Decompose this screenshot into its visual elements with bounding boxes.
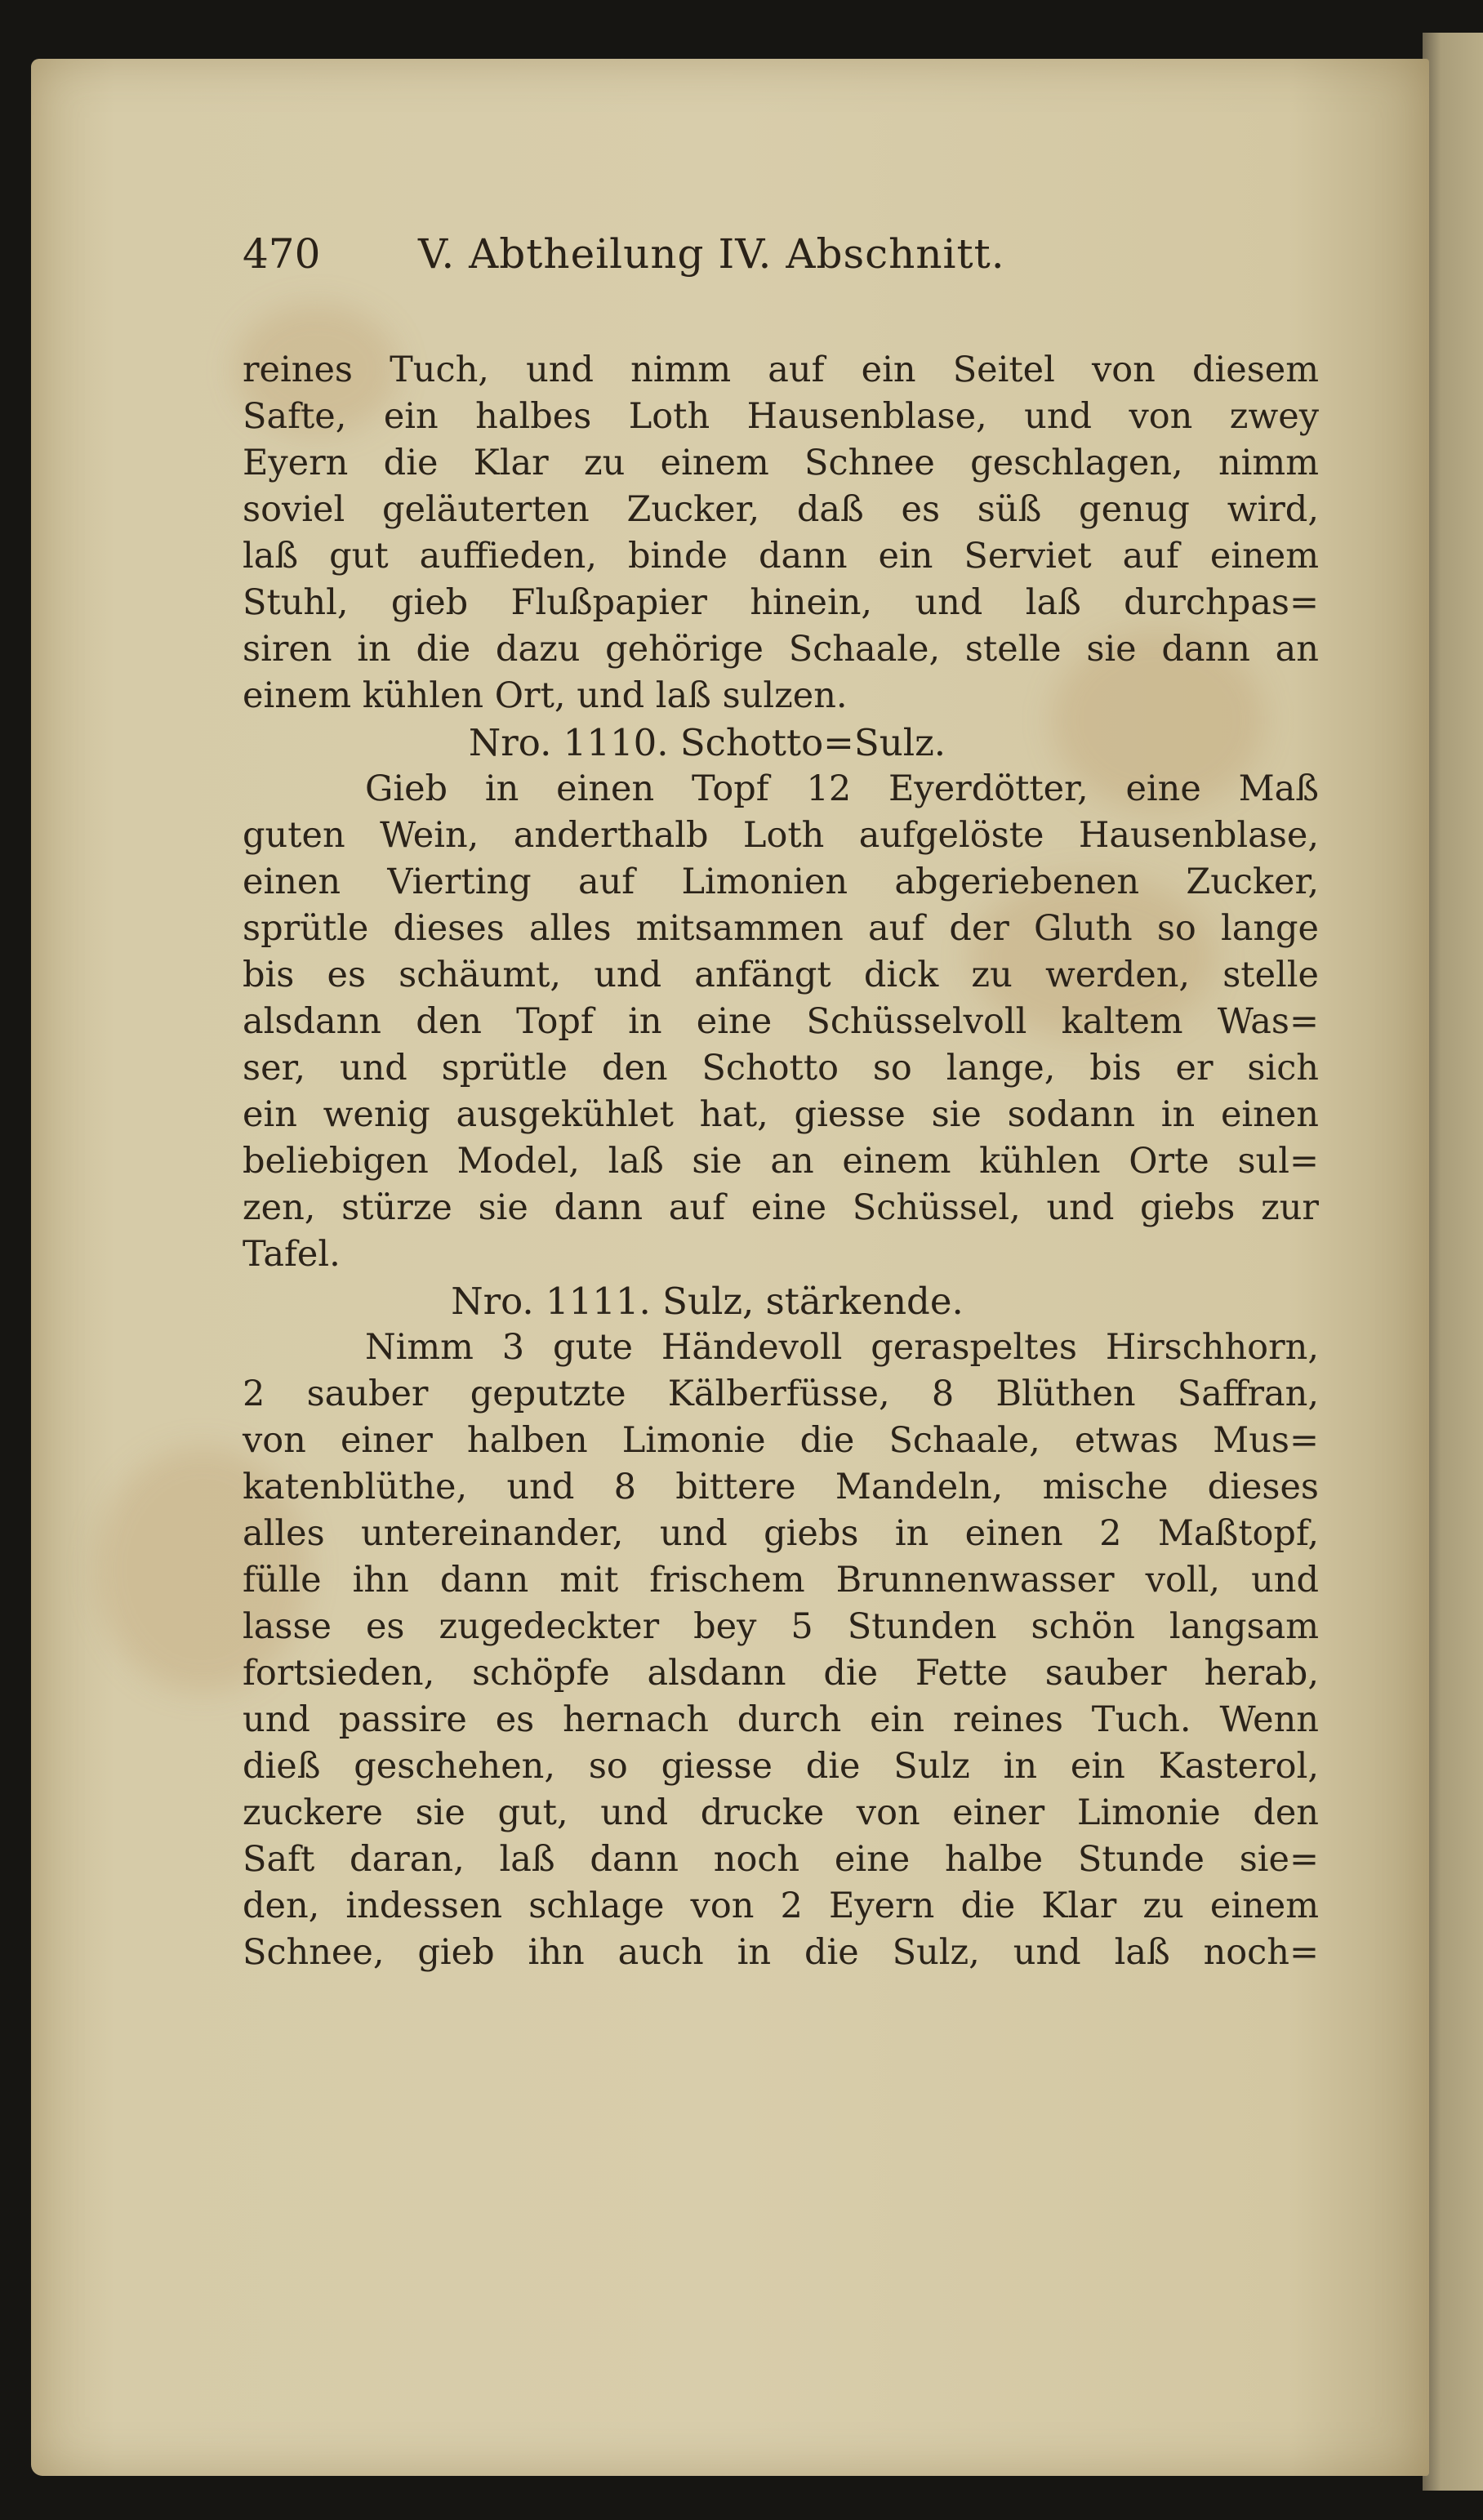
page-body (243, 347, 1319, 1976)
text-line: Schnee, gieb ihn auch in die Sulz, und laß noch= (243, 1932, 1319, 1973)
text-line: Tafel. (243, 1234, 341, 1275)
recipe-heading: Nro. 1110. Schotto=Sulz. (468, 721, 946, 764)
text-line: von einer halben Limonie die Schaale, etwas Mus= (243, 1420, 1319, 1461)
text-line: guten Wein, anderthalb Loth aufgelöste Hausenblase, (243, 815, 1319, 856)
text-line: fülle ihn dann mit frischem Brunnenwasser voll, und (243, 1560, 1319, 1601)
running-header (243, 230, 1141, 287)
text-line: und passire es hernach durch ein reines Tuch. Wenn (243, 1699, 1319, 1740)
text-line: Safte, ein halbes Loth Hausenblase, und von zwey (243, 396, 1319, 437)
text-line: siren in die dazu gehörige Schaale, stelle sie dann an (243, 629, 1319, 670)
text-line: bis es schäumt, und anfängt dick zu werden, stelle (243, 955, 1319, 995)
text-line: alsdann den Topf in eine Schüsselvoll kaltem Was= (243, 1001, 1319, 1042)
page-number: 470 (243, 230, 321, 278)
text-line: Saft daran, laß dann noch eine halbe Stunde sie= (243, 1839, 1319, 1880)
adjacent-page-edge (1423, 33, 1483, 2491)
text-line: Gieb in einen Topf 12 Eyerdötter, eine Maß (365, 768, 1319, 809)
text-line: dieß geschehen, so giesse die Sulz in ein Kasterol, (243, 1746, 1319, 1787)
text-line: 2 sauber geputzte Kälberfüsse, 8 Blüthen Saffran, (243, 1374, 1319, 1414)
text-line: den, indessen schlage von 2 Eyern die Klar zu einem (243, 1886, 1319, 1926)
text-line: Eyern die Klar zu einem Schnee geschlagen, nimm (243, 443, 1319, 483)
text-line: lasse es zugedeckter bey 5 Stunden schön langsam (243, 1606, 1319, 1647)
text-line: einen Vierting auf Limonien abgeriebenen Zucker, (243, 862, 1319, 902)
recipe-heading: Nro. 1111. Sulz, stärkende. (451, 1280, 964, 1323)
running-title: V. Abtheilung IV. Abschnitt. (418, 230, 1005, 278)
text-line: alles untereinander, und giebs in einen 2 Maßtopf, (243, 1513, 1319, 1554)
text-line: fortsieden, schöpfe alsdann die Fette sauber herab, (243, 1653, 1319, 1694)
text-line: katenblüthe, und 8 bittere Mandeln, mische dieses (243, 1467, 1319, 1507)
text-line: reines Tuch, und nimm auf ein Seitel von diesem (243, 350, 1319, 390)
text-line: sprütle dieses alles mitsammen auf der Gluth so lange (243, 908, 1319, 949)
text-line: laß gut auffieden, binde dann ein Serviet auf einem (243, 536, 1319, 577)
text-line: ser, und sprütle den Schotto so lange, bis er sich (243, 1048, 1319, 1089)
text-line: Stuhl, gieb Flußpapier hinein, und laß durchpas= (243, 582, 1319, 623)
text-line: zen, stürze sie dann auf eine Schüssel, und giebs zur (243, 1187, 1319, 1228)
text-line: soviel geläuterten Zucker, daß es süß genug wird, (243, 489, 1319, 530)
text-line: Nimm 3 gute Händevoll geraspeltes Hirschhorn, (365, 1327, 1319, 1368)
text-line: ein wenig ausgekühlet hat, giesse sie sodann in einen (243, 1094, 1319, 1135)
text-line: zuckere sie gut, und drucke von einer Limonie den (243, 1792, 1319, 1833)
text-line: einem kühlen Ort, und laß sulzen. (243, 675, 848, 716)
text-line: beliebigen Model, laß sie an einem kühlen Orte sul= (243, 1141, 1319, 1182)
